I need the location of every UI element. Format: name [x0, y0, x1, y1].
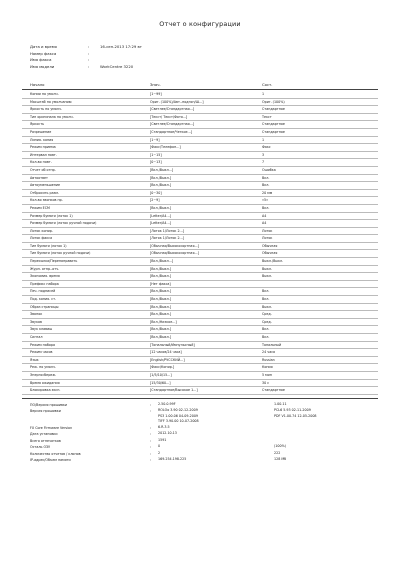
table-row — [22, 304, 378, 312]
setting-range: [0~13] — [150, 160, 162, 165]
firmware-value-line: PS3 1.00.06 04-09-2009 — [158, 413, 199, 418]
setting-name: Кол-во звонков пр. — [30, 198, 63, 203]
table-row — [22, 281, 378, 289]
setting-state: Тональный — [262, 342, 282, 347]
setting-state: Вкл. — [262, 289, 270, 294]
setting-state: Обычная — [262, 251, 278, 256]
setting-range: [Тональный/Импульсный] — [150, 342, 195, 347]
setting-range: [Текст/ Текст/Фото...] — [150, 114, 188, 119]
info-value: WorkCentre 3220 — [100, 63, 134, 69]
setting-range: [Обычная/Высокосортная...] — [150, 251, 199, 256]
table-row — [22, 182, 378, 190]
table-row — [22, 372, 378, 380]
setting-name: Печ. подписей — [30, 289, 56, 294]
setting-range: [Вкл./Выкл.] — [150, 312, 172, 317]
setting-state: Стандартное — [262, 107, 285, 112]
table-row — [22, 235, 378, 243]
setting-name: Образ страницы — [30, 304, 59, 309]
table-row — [22, 197, 378, 205]
table-row — [22, 342, 378, 350]
report-title: Отчет о конфигурации — [159, 20, 241, 28]
firmware-colon: : — [150, 438, 152, 443]
setting-range: [Вкл./Выкл.] — [150, 205, 172, 210]
table-row — [22, 319, 378, 327]
table-row — [22, 273, 378, 281]
setting-name: Под. копия. ст. — [30, 297, 57, 302]
firmware-key: IP-адрес/Объем памяти — [30, 457, 71, 462]
setting-state: Обычная — [262, 243, 278, 248]
setting-name: Журн. отпр.-отч. — [30, 266, 60, 271]
setting-state: Выкл. — [262, 274, 273, 279]
setting-name: Лоток копир. — [30, 228, 53, 233]
settings-table-header — [22, 82, 378, 90]
table-row — [22, 288, 378, 296]
firmware-key: Дата установки — [30, 432, 58, 437]
setting-state: 3 — [262, 152, 265, 157]
table-row — [22, 213, 378, 221]
setting-state: Ошибка — [262, 167, 276, 172]
info-colon: : — [88, 44, 90, 49]
table-row — [22, 266, 378, 274]
table-row — [22, 334, 378, 342]
setting-state: 30 с — [262, 380, 270, 385]
table-row — [22, 106, 378, 114]
table-row — [22, 349, 378, 357]
setting-range: [1~99] — [150, 92, 162, 96]
setting-name: Разрешение — [30, 129, 52, 134]
firmware-state — [274, 408, 374, 425]
setting-name: Яркость — [30, 122, 45, 127]
firmware-state-line: PCL6 5.93 02-11-2009 — [274, 408, 311, 413]
setting-state: Факс — [262, 145, 271, 150]
firmware-colon: : — [150, 445, 152, 450]
setting-range: [Вкл./Выкл.] — [150, 175, 172, 180]
firmware-value-line: 169.254.198.225 — [158, 456, 187, 461]
setting-state: Выкл. — [262, 266, 273, 271]
setting-state — [262, 281, 362, 288]
setting-name: Режим приема — [30, 145, 56, 150]
setting-state: Ориг. (100%) — [262, 99, 285, 104]
table-row — [22, 159, 378, 167]
setting-range: [1/5/10/15...] — [150, 372, 172, 377]
setting-range: [Факс/Копир.] — [150, 365, 175, 370]
firmware-colon: : — [150, 457, 152, 462]
firmware-key: Количество отчетов / клонов — [30, 451, 81, 456]
firmware-key: FX Core Firmware Version — [30, 425, 73, 430]
setting-state: 20 мм — [262, 190, 273, 195]
firmware-colon: : — [150, 425, 152, 430]
setting-range: [Вкл./Выкл.] — [150, 335, 172, 339]
setting-state: Выкл./Выкл. — [262, 259, 284, 264]
setting-range: [12 часов/24 часа] — [150, 350, 182, 355]
firmware-value-line: ROLOo 3.90 02-12-2009 — [158, 408, 198, 413]
setting-range: [Вкл./Выкл.] — [150, 183, 172, 188]
setting-name: Блокировка эксп. — [30, 388, 61, 393]
column-header-state: Сост. — [262, 82, 273, 87]
firmware-value-line: 1591 — [158, 437, 167, 442]
setting-state: Лоток — [262, 228, 273, 233]
setting-name: Режим ECM — [30, 205, 50, 210]
setting-name: Автоуменьшение — [30, 183, 61, 188]
setting-name: Тип бумаги (лоток ручной подачи) — [30, 251, 91, 256]
setting-state: Лоток — [262, 236, 273, 241]
settings-table — [22, 91, 378, 395]
setting-state: Вкл. — [262, 327, 270, 332]
firmware-key: Осталь ОЗУ — [30, 445, 51, 450]
setting-name: Режим часов — [30, 350, 53, 355]
table-row — [22, 357, 378, 365]
setting-state: Сред. — [262, 319, 272, 324]
setting-name: Звонок — [30, 312, 43, 317]
setting-name: Копии по умолч. — [30, 92, 59, 96]
setting-name: Пересылка/Перенаправить — [30, 259, 78, 264]
setting-range: [1~15] — [150, 152, 162, 157]
setting-state: Стандартное — [262, 122, 285, 127]
info-key: Дата и время — [30, 44, 57, 49]
setting-state: Russian — [262, 357, 275, 362]
setting-name: Яркость по умолч. — [30, 107, 62, 112]
setting-state: Вкл. — [262, 183, 270, 188]
firmware-colon: : — [150, 402, 152, 407]
setting-state: 5 мин — [262, 372, 272, 377]
column-header-name: Начало — [30, 82, 45, 87]
table-row — [22, 326, 378, 334]
firmware-state-line: 222 — [274, 450, 281, 455]
table-row — [22, 228, 378, 236]
setting-state: Вкл. — [262, 297, 270, 302]
firmware-value-line: 0 — [158, 444, 161, 449]
setting-range: [2~9] — [150, 198, 160, 203]
setting-state: Сред. — [262, 312, 272, 317]
table-row — [22, 205, 378, 213]
setting-name: Экономия. время — [30, 274, 60, 279]
setting-state: Вкл. — [262, 335, 270, 339]
setting-range: [Вкл./Выкл.] — [150, 297, 172, 302]
firmware-value-line: TIFF 3.90.00 10-07-2008 — [158, 419, 199, 424]
setting-range: [Лоток 1/Лоток 2...] — [150, 236, 184, 241]
setting-name: Сигнал — [30, 335, 43, 339]
setting-range: [1~9] — [150, 137, 160, 142]
table-row — [22, 167, 378, 175]
setting-range: [Вкл./Выкл.] — [150, 289, 172, 294]
setting-range: [0~30] — [150, 190, 162, 195]
setting-range: [Факс/Телефон...] — [150, 145, 181, 150]
setting-range: [Вкл./Выкл.] — [150, 327, 172, 332]
setting-name: Звук клавиш — [30, 327, 53, 332]
setting-state: Стандартное — [262, 129, 285, 134]
setting-name: Тип бумаги (лоток 1) — [30, 243, 67, 248]
firmware-key: Всего отпечатков — [30, 438, 61, 443]
info-value: 16-сен-2013 17:29 вт — [100, 44, 142, 49]
setting-range: [Вкл./Выкл.] — [150, 266, 172, 271]
setting-name: Время ожидания — [30, 380, 60, 385]
setting-range: [Лоток 1/Лоток 2...] — [150, 228, 184, 233]
table-row — [22, 114, 378, 122]
setting-range: [Вкл./Низкое...] — [150, 319, 177, 324]
setting-range: [English/РУССКИЙ...] — [150, 357, 185, 362]
firmware-row — [22, 457, 378, 463]
table-row — [22, 99, 378, 107]
info-key: Имя модели — [30, 63, 55, 69]
info-colon: : — [88, 50, 90, 56]
info-row — [30, 64, 378, 71]
firmware-row — [22, 408, 378, 425]
setting-name: Размер бумаги (лоток 1) — [30, 213, 73, 218]
table-row — [22, 121, 378, 129]
table-row — [22, 144, 378, 152]
setting-name: Лоток факса — [30, 236, 53, 241]
firmware-state-line: (100%) — [274, 444, 286, 449]
setting-state: 1 — [262, 137, 265, 142]
firmware-value-line: 6.R.3.5 — [158, 424, 170, 429]
table-row — [22, 243, 378, 251]
firmware-value — [158, 408, 274, 425]
table-row — [22, 91, 378, 99]
setting-name: Линия. копия — [30, 137, 54, 142]
setting-range: [Стандартное/Высокое 1...] — [150, 388, 198, 393]
setting-range: Ориг. (100%)/Авт.-подгон/Ш...] — [150, 99, 204, 104]
setting-state: Стандартное — [262, 388, 285, 393]
setting-range: [Вкл./Выкл.] — [150, 274, 172, 279]
firmware-info-section — [22, 402, 378, 464]
section-divider — [22, 398, 378, 399]
setting-range: [Вкл./Выкл.] — [150, 304, 172, 309]
setting-state: «5» — [262, 198, 269, 203]
table-row — [22, 129, 378, 137]
info-colon: : — [88, 57, 90, 62]
setting-name: Префикс набора — [30, 281, 59, 286]
setting-state: Текст — [262, 114, 272, 119]
setting-state: A4 — [262, 221, 267, 226]
firmware-colon: : — [150, 409, 152, 414]
firmware-state-line: 1.00.11 — [274, 401, 287, 406]
setting-name: Режим набора — [30, 342, 56, 347]
setting-state: 1 — [262, 92, 265, 96]
setting-name: Кол-во повт. — [30, 160, 52, 165]
setting-range: [Нет факса] — [150, 281, 171, 286]
setting-name: Отбросить разм. — [30, 190, 59, 195]
info-colon: : — [88, 63, 90, 69]
setting-state: Копия — [262, 365, 273, 370]
table-row — [22, 380, 378, 388]
table-row — [22, 190, 378, 198]
setting-name: Интервал повт. — [30, 152, 57, 157]
setting-state: Вкл. — [262, 205, 270, 210]
setting-range: [Обычная/Высокосортная...] — [150, 243, 199, 248]
firmware-value-line: 2012.10.13 — [158, 431, 177, 436]
info-key: Номер факса — [30, 50, 57, 56]
setting-name: Язык — [30, 357, 39, 362]
setting-name: Размер бумаги (лоток ручной подачи) — [30, 221, 97, 226]
setting-name: Автоответ — [30, 175, 48, 180]
table-row — [22, 152, 378, 160]
setting-state: Вкл. — [262, 175, 270, 180]
setting-name: Отчет об отпр. — [30, 167, 56, 172]
table-row — [22, 364, 378, 372]
firmware-key: ПО/Версия прошивки — [30, 402, 68, 407]
setting-name: Реж. по умолч. — [30, 365, 56, 370]
firmware-colon: : — [150, 451, 152, 456]
firmware-value-line: 2.50.0.99F — [158, 401, 176, 406]
setting-state: A4 — [262, 213, 267, 218]
firmware-colon: : — [150, 432, 152, 437]
table-row — [22, 296, 378, 304]
table-row — [22, 258, 378, 266]
setting-name: Энергосбереж. — [30, 372, 57, 377]
setting-range: [Letter/A4...] — [150, 213, 171, 218]
setting-range: [Стандартное/Четкое...] — [150, 129, 192, 134]
column-header-value: Знач. — [150, 82, 161, 87]
firmware-state-line: PDF V1.00.74 12-05-2008 — [274, 413, 317, 418]
setting-state: 7 — [262, 160, 265, 165]
table-row — [22, 137, 378, 145]
table-row — [22, 311, 378, 319]
setting-range: [Вкл./Выкл...] — [150, 259, 174, 264]
setting-name: Масштаб по умолчанию — [30, 99, 72, 104]
table-row — [22, 387, 378, 395]
setting-range: [Светлее/Стандартная...] — [150, 107, 195, 112]
setting-range: [Вкл./Выкл...] — [150, 167, 174, 172]
setting-name: Звуков — [30, 319, 42, 324]
setting-name: Тип оригинала по умолч. — [30, 114, 74, 119]
setting-state: Выкл. — [262, 304, 273, 309]
firmware-key: Версия прошивки — [30, 409, 61, 414]
firmware-value — [158, 457, 274, 463]
table-row — [22, 220, 378, 228]
table-row — [22, 175, 378, 183]
setting-range: [15/30/60...] — [150, 380, 171, 385]
setting-state: 24 часа — [262, 350, 276, 355]
table-row — [22, 250, 378, 258]
firmware-state — [274, 457, 374, 463]
setting-range: [Светлее/Стандартная...] — [150, 122, 195, 127]
report-header-info — [30, 44, 378, 70]
firmware-state-line: 128 Мб — [274, 456, 287, 461]
firmware-value-line: 2 — [158, 450, 161, 455]
setting-range: [Letter/A4...] — [150, 221, 171, 226]
info-key: Имя факса — [30, 57, 52, 62]
